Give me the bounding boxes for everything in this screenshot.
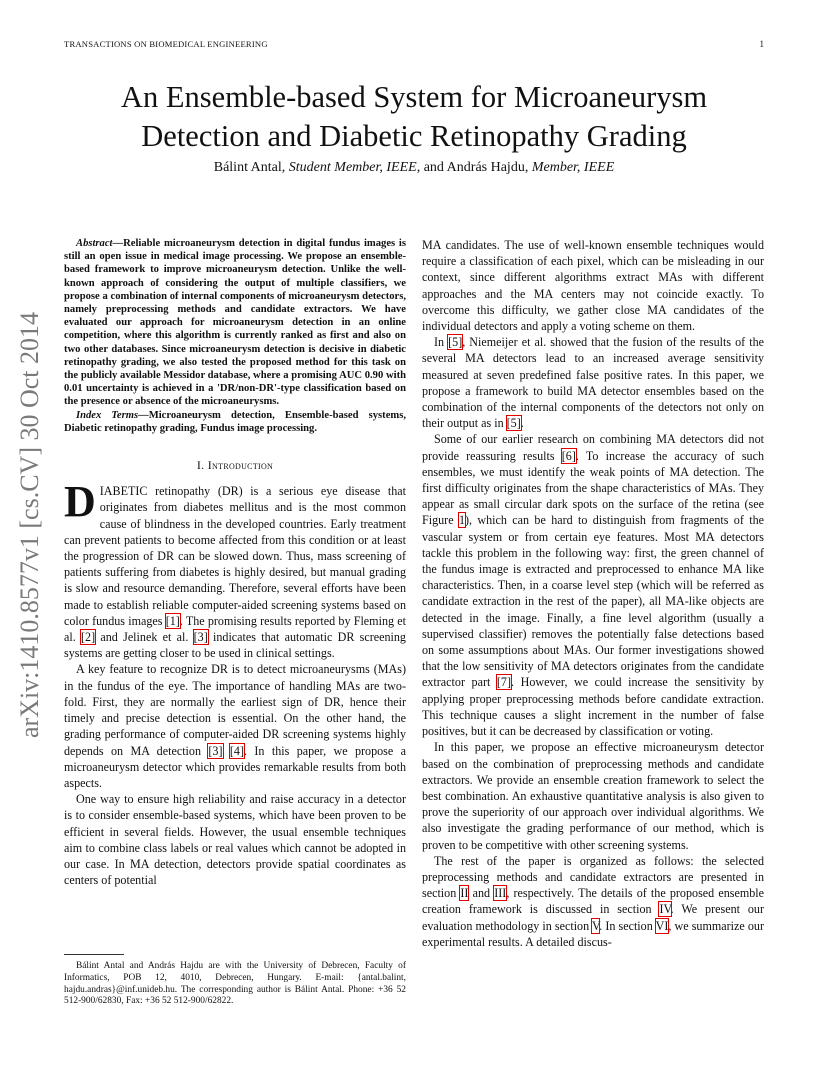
paper-title [64, 78, 764, 156]
right-p5-text-d: . We present our evaluation methodology in section [422, 902, 764, 933]
right-p3-text-c: ), which can be hard to distinguish from fragments of the vascular system or from certain eye features. Most MA detectors tackle this problem in the following way: first, the green channel of the fundus image is extracted and preprocessed to enhance MA like characteristics. Then, in a coarse level step (which will be referred as candidate extraction in the rest of the paper), all MA-like objects are detected in the image. Finally, a fine level algorithm (usually a supervised classifier) removes the potentially false detections based on some assumptions about MAs. Our former investigations showed that the low sensitivity of MA detectors originates from the candidate extractor part [422, 513, 764, 690]
section-link[interactable]: VI [655, 918, 669, 933]
title-line-2: Detection and Diabetic Retinopathy Grading [141, 119, 687, 153]
index-terms-text: —Microaneurysm detection, Ensemble-based systems, Diabetic retinopathy grading, Fundus image processing. [64, 409, 406, 434]
citation-link[interactable]: [6] [561, 448, 576, 463]
left-column [64, 237, 406, 888]
right-p5-text-b: and [468, 886, 495, 901]
citation-link[interactable]: [5] [448, 335, 463, 350]
right-paragraph-3 [422, 431, 764, 739]
abstract [64, 237, 406, 409]
title-line-1: An Ensemble-based System for Microaneurysm [120, 80, 708, 114]
right-p3-text-d: . However, we could increase the sensitivity by applying proper preprocessing methods before candidate extraction. This technique causes a slight increment in the number of false positives, but it can be decreased by classification or voting. [422, 675, 764, 739]
right-p2-text-a: In [434, 335, 449, 350]
figure-link[interactable]: 1 [458, 513, 465, 528]
citation-link[interactable]: [5] [506, 416, 521, 431]
section-link[interactable]: V [592, 918, 600, 933]
intro-p2-text-a: A key feature to recognize DR is to detect microaneurysms (MAs) in the fundus of the eye. The importance of handling MAs are two-fold. First, they are normally the earliest sign of DR, hence their timely and precise detection is essential. On the other hand, the grading performance of computer-aided DR screening systems highly depends on MA detection [64, 662, 406, 758]
abstract-text: —Reliable microaneurysm detection in digital fundus images is still an open issue in medical image processing. We propose an ensemble-based framework to improve microaneurysm detection. Unlike the well-known approach of considering the output of multiple classifiers, we propose a combination of internal components of microaneurysm detectors, namely preprocessing methods and candidate extractors. We have evaluated our approach for microaneurysm detection in an online competition, where this algorithm is currently ranked as first and also on two other databases. Since microaneurysm detection is decisive in diabetic retinopathy grading, we also tested the proposed method for this task on the publicly available Messidor database, where a promising AUC 0.90 with 0.01 uncertainty is achieved in a 'DR/non-DR'-type classification based on the presence or absence of the microaneurysms. [64, 238, 406, 408]
intro-p2-sep [223, 744, 230, 758]
intro-p1-text-b: . The promising results reported by Fleming et al. [64, 613, 406, 645]
footnote [64, 961, 406, 1008]
right-p2-text-c: . [520, 416, 524, 431]
index-terms [64, 409, 406, 435]
intro-paragraph-1 [64, 477, 406, 661]
right-p5-text-c: , respectively. The details of the proposed ensemble creation framework is discussed in section [422, 886, 765, 917]
intro-p1-text-c: and Jelinek et al. [95, 630, 194, 645]
author-1: Bálint Antal, [213, 160, 286, 175]
author-and: and [423, 160, 444, 175]
right-column [422, 237, 764, 950]
abstract-label: Abstract [76, 238, 113, 249]
author-2: András Hajdu, [446, 160, 529, 175]
drop-cap: D [64, 477, 96, 527]
arxiv-stamp-text: arXiv:1410.8577v1 [cs.CV] 30 Oct 2014 [15, 311, 44, 739]
right-p3-text-a: Some of our earlier research on combining MA detectors did not provide reassuring results [422, 432, 764, 463]
author-1-role: Student Member, IEEE, [288, 160, 421, 175]
citation-link[interactable]: [1] [165, 613, 180, 628]
intro-paragraph-3: One way to ensure high reliability and raise accuracy in a detector is to consider ensemble-based systems, which have been proven to be efficient in several fields. However, the usual ensemble techniques aim to combine class labels or real values which cannot be adopted in our case. In MA detection, detectors provide spatial coordinates as centers of potential [64, 792, 406, 888]
section-link[interactable]: IV [659, 902, 671, 917]
footnote-text: Bálint Antal and András Hajdu are with the University of Debrecen, Faculty of Informatics, POB 12, 4010, Debrecen, Hungary. E-mail: {antal.balint, hajdu.andras}@inf.unideb.hu. The corresponding author is Bálint Antal. Phone: +36 52 512-900/62830, Fax: +36 52 512-900/62822. [64, 961, 406, 1007]
right-p5-text-e: . In section [599, 918, 656, 933]
author-2-role: Member, IEEE [531, 160, 615, 175]
right-p5-text-a: The rest of the paper is organized as follows: the selected preprocessing methods and candidate extractors are presented in section [422, 853, 764, 901]
running-head: TRANSACTIONS ON BIOMEDICAL ENGINEERING [64, 39, 268, 49]
right-p3-text-b: . To increase the accuracy of such ensembles, we must identify the weak points of MA detection. The first difficulty originates from the shape characteristics of MAs. They appear as small circular dark spots on the surface of the retina (see Figure [422, 448, 764, 528]
intro-paragraph-2 [64, 661, 406, 791]
intro-p2-text-b: . In this paper, we propose a microaneurysm detector which provides remarkable results from both aspects. [64, 743, 406, 790]
section-link[interactable]: II [460, 886, 469, 901]
section-heading-introduction: I. Introduction [196, 458, 274, 473]
citation-link[interactable]: [7] [496, 675, 512, 690]
arxiv-stamp [6, 295, 54, 755]
intro-p1-text-d: indicates that automatic DR screening systems are getting closer to be used in clinical settings. [64, 630, 406, 661]
intro-p1-text-a: IABETIC retinopathy (DR) is a serious eye disease that originates from diabetes mellitus and is the most common cause of blindness in the developed countries. Early treatment can prevent patients to become affected from this condition or at least the progression of DR can be slowed down. Thus, mass screening of patients suffering from diabetes is highly desired, but manual grading is slow and resource demanding. Therefore, several efforts have been made to establish reliable computer-aided screening systems based on color fundus images [64, 484, 406, 628]
right-p5-text-f: , we summarize our experimental results. A detailed discus- [422, 918, 764, 949]
right-paragraph-5 [422, 853, 764, 950]
author-line [64, 160, 764, 176]
citation-link[interactable]: [4] [229, 743, 244, 758]
footnote-rule [64, 954, 124, 955]
right-paragraph-4: In this paper, we propose an effective microaneurysm detector based on the combination of preprocessing methods and candidate extractors. We provide an ensemble creation framework to select the best combination. An exhaustive quantitative analysis is also given to prove the superiority of our approach over individual algorithms. We also investigate the grading performance of our method, which is proven to be competitive with other screening systems. [422, 740, 764, 852]
right-paragraph-2 [422, 334, 764, 431]
citation-link[interactable]: [3] [208, 743, 223, 758]
right-paragraph-1: MA candidates. The use of well-known ensemble techniques would require a classification of each pixel, which can be misleading in our context, since different algorithms extract MAs with different approaches and the MA centers may not coincide exactly. To overcome this difficulty, we gather close MA candidates of the individual detectors and apply a voting scheme on them. [422, 238, 764, 334]
index-terms-label: Index Terms [76, 409, 139, 421]
right-p2-text-b: , Niemeijer et al. showed that the fusion of the results of the several MA detectors lead to an increased average sensitivity measured at seven predefined false positive rates. In this paper, we propose a framework to build MA detector ensembles based on the combination of the internal components of the detectors not only on their output as in [422, 335, 764, 431]
citation-link[interactable]: [3] [193, 630, 208, 645]
page-number: 1 [759, 39, 764, 49]
section-link[interactable]: III [494, 886, 507, 901]
citation-link[interactable]: [2] [81, 630, 96, 645]
